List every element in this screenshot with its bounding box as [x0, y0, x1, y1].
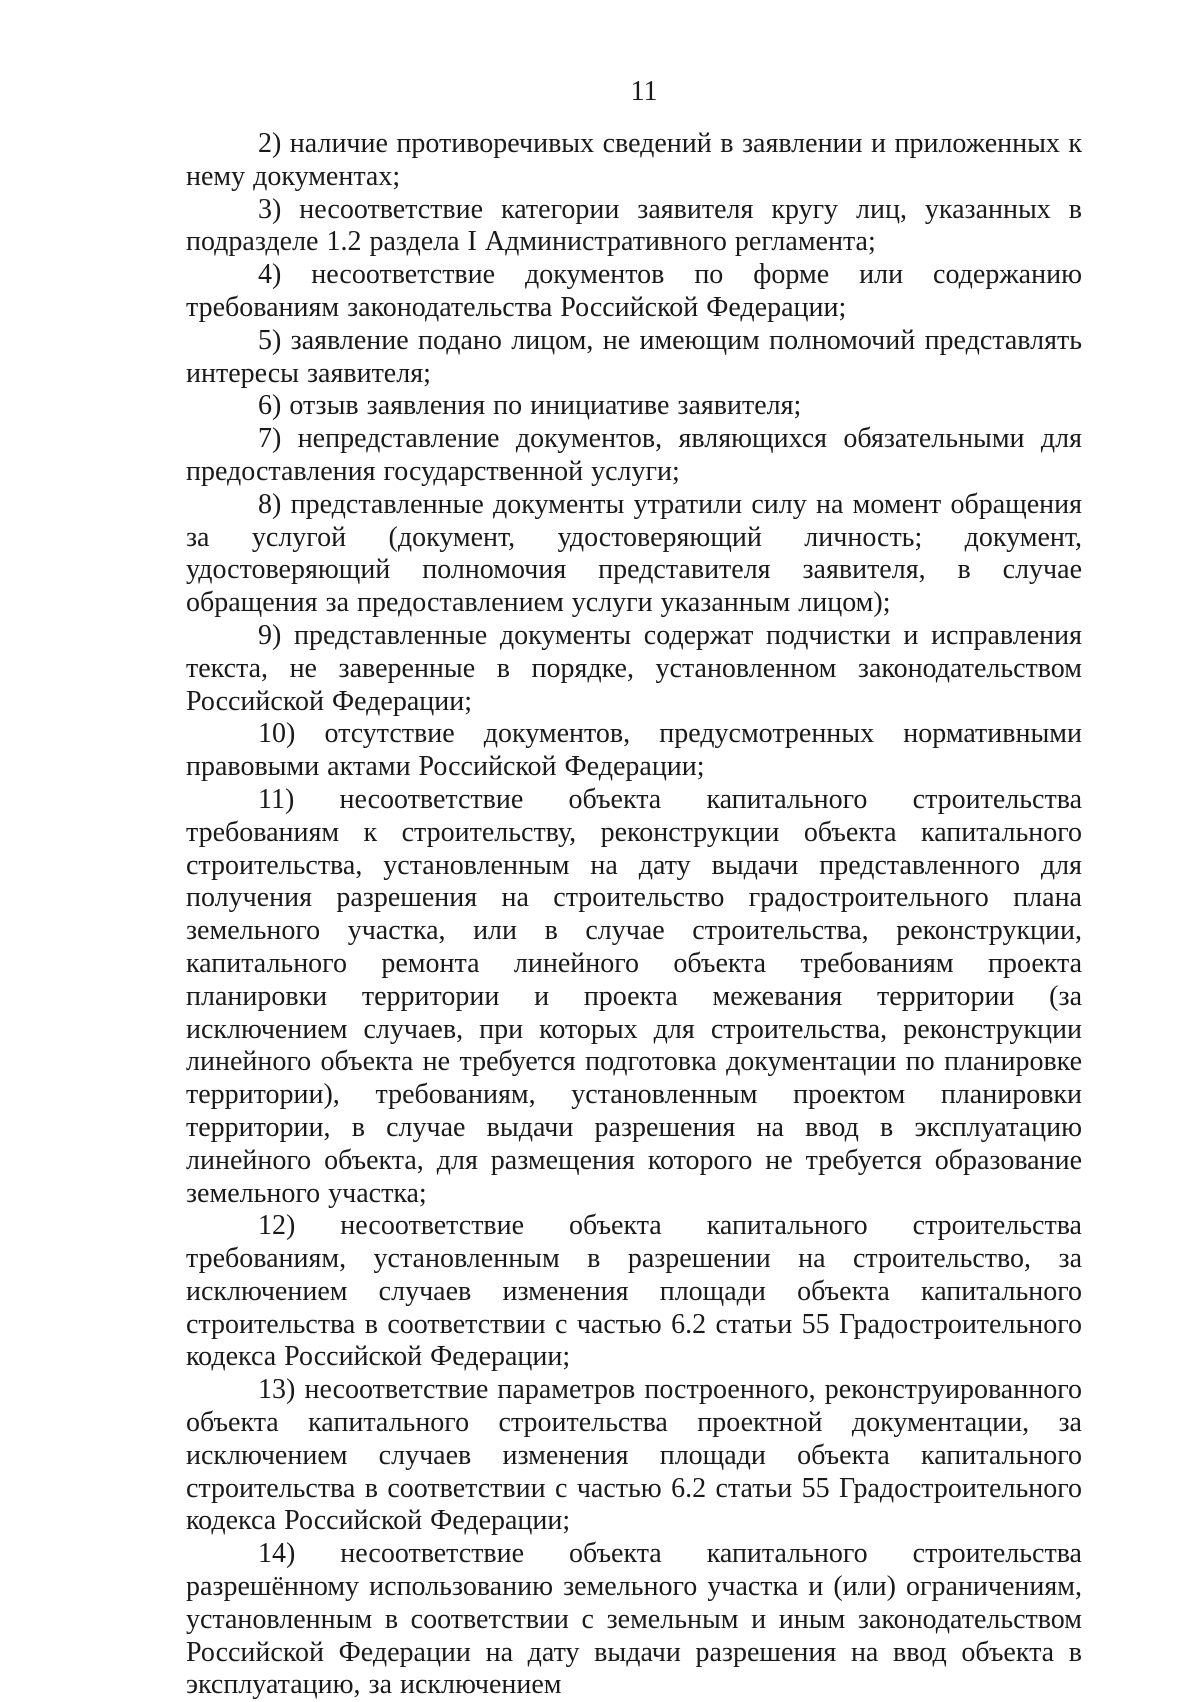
list-item: 7) непредставление документов, являющихся обязательными для предоставления государственной услуги; [186, 423, 1082, 487]
list-item: 13) несоответствие параметров построенного, реконструированного объекта капитального строительства проектной документации, за исключением случаев изменения площади объекта капитального строительства в соответствии с частью 6.2 статьи 55 Градостроительного кодекса Российской Федерации; [186, 1374, 1082, 1537]
list-item: 2) наличие противоречивых сведений в заявлении и приложенных к нему документах; [186, 128, 1082, 192]
list-item: 5) заявление подано лицом, не имеющим полномочий представлять интересы заявителя; [186, 324, 1082, 389]
list-item: 14) несоответствие объекта капитального строительства разрешённому использованию земельного участка и (или) ограничениям, установленным в соответствии с земельным и иным законодательством Российской Федерации на дату выдачи разрешения на ввод объекта в эксплуатацию, за исключением [186, 1538, 1082, 1701]
list-item: 12) несоответствие объекта капитального строительства требованиям, установленным в разрешении на строительство, за исключением случаев изменения площади объекта капитального строительства в соответствии с частью 6.2 статьи 55 Градостроительного кодекса Российской Федерации; [186, 1210, 1082, 1373]
item-list [186, 128, 1082, 1702]
list-item: 3) несоответствие категории заявителя кругу лиц, указанных в подразделе 1.2 раздела I Административного регламента; [186, 193, 1082, 258]
list-item: 6) отзыв заявления по инициативе заявителя; [258, 390, 802, 422]
list-item: 8) представленные документы утратили силу на момент обращения за услугой (документ, удостоверяющий личность; документ, удостоверяющий полномочия представителя заявителя, в случае обращения за предоставлением услуги указанным лицом); [186, 488, 1082, 619]
page-number: 11 [630, 76, 658, 107]
list-item: 10) отсутствие документов, предусмотренных нормативными правовыми актами Российской Федерации; [186, 718, 1082, 783]
list-item: 9) представленные документы содержат подчистки и исправления текста, не заверенные в порядке, установленном законодательством Российской Федерации; [186, 619, 1082, 717]
list-item: 11) несоответствие объекта капитального строительства требованиям к строительству, реконструкции объекта капитального строительства, установленным на дату выдачи представленного для получения разрешения на строительство градостроительного плана земельного участка, или в случае строительства, реконструкции, капитального ремонта линейного объекта требованиям проекта планировки территории и проекта межевания территории (за исключением случаев, при которых для строительства, реконструкции линейного объекта не требуется подготовка документации по планировке территории), требованиям, установленным проектом планировки территории, в случае выдачи разрешения на ввод в эксплуатацию линейного объекта, для размещения которого не требуется образование земельного участка; [186, 783, 1082, 1209]
list-item: 4) несоответствие документов по форме или содержанию требованиям законодательства Российской Федерации; [186, 259, 1082, 323]
